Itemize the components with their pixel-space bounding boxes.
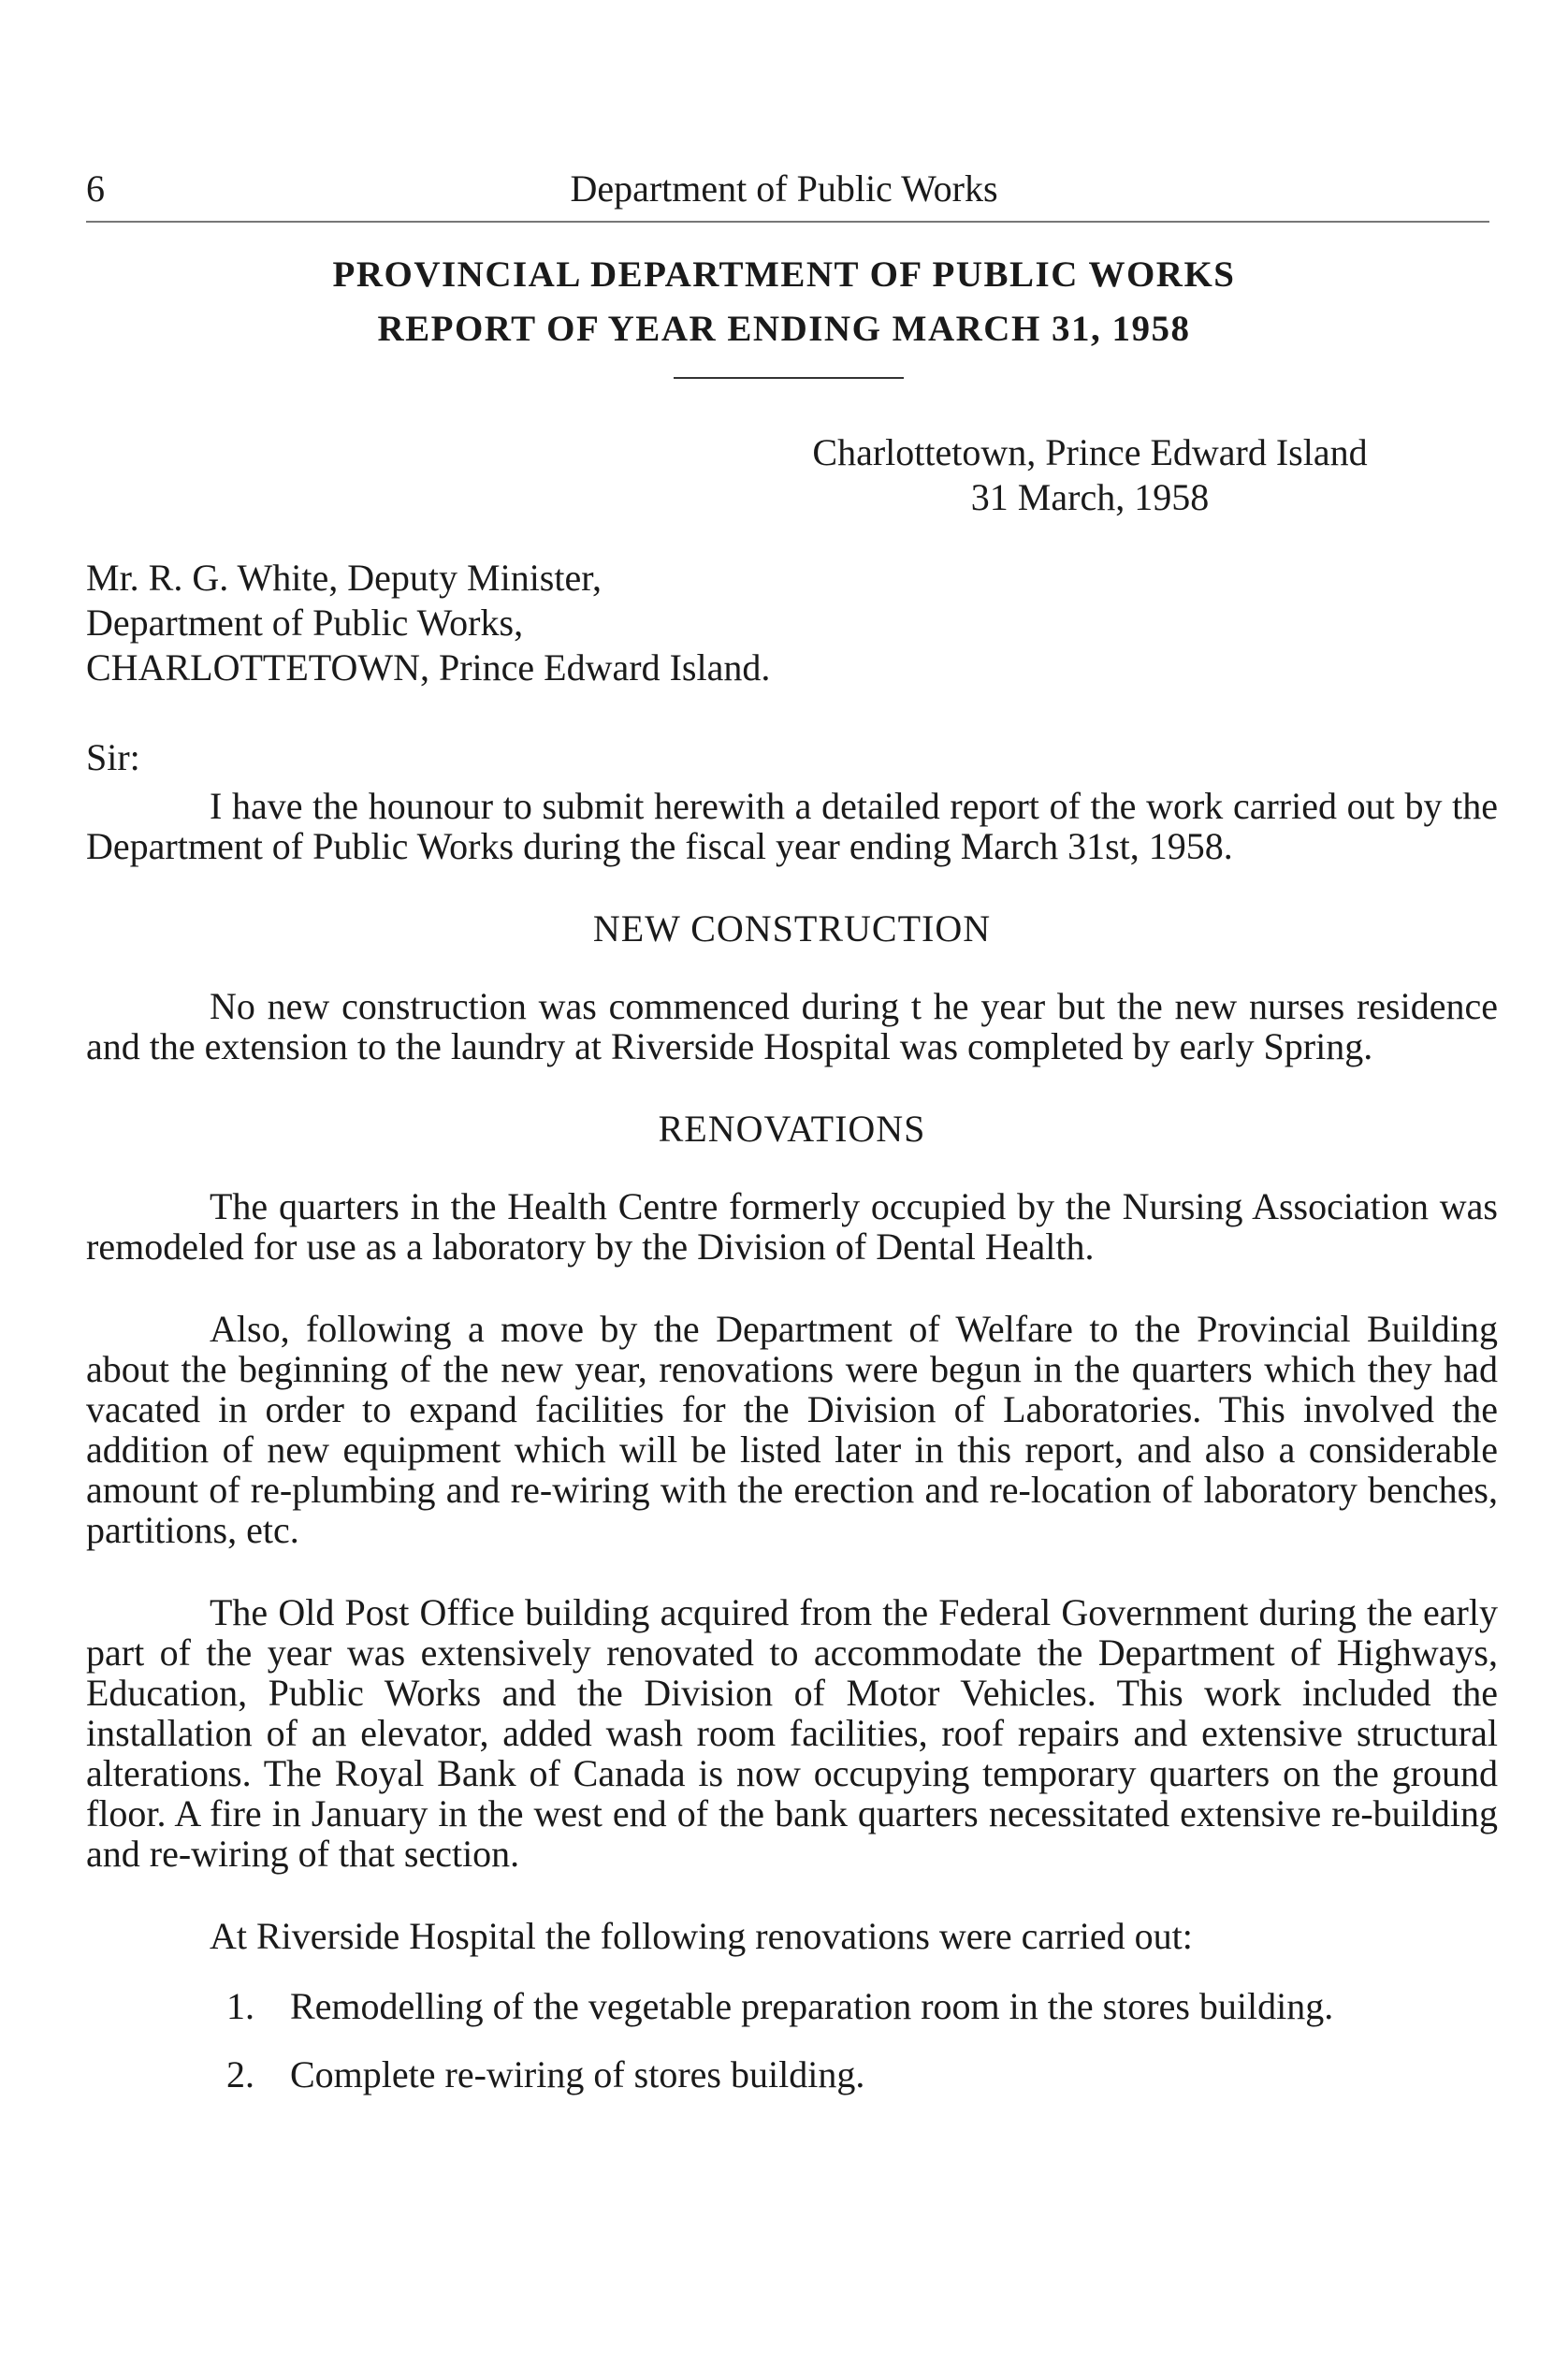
letter-place: Charlottetown, Prince Edward Island (812, 431, 1368, 473)
paragraph: Also, following a move by the Department of Welfare to the Provincial Building about the beginning of the new year, renovations were begun in the quarters which they had vacated in order to expand facilities for the Division of Laboratories. This involved the addition of new equipment which will be listed later in this report, and also a considerable amount of re-plumbing and re-wiring with the erection and re-location of laboratory benches, partitions, etc. (86, 1308, 1498, 1551)
list-item-text: Remodelling of the vegetable preparation room in the stores building. (290, 1985, 1334, 2027)
report-title-line-1: PROVINCIAL DEPARTMENT OF PUBLIC WORKS (332, 254, 1236, 295)
addressee-block (86, 556, 770, 690)
salutation: Sir: (86, 736, 140, 778)
paragraph: The quarters in the Health Centre formerly occupied by the Nursing Association was remodeled for use as a laboratory by the Division of Dental Health. (86, 1185, 1498, 1268)
running-title: Department of Public Works (570, 167, 998, 210)
section-heading-renovations: RENOVATIONS (658, 1108, 926, 1150)
header-rule (86, 221, 1489, 223)
page-number: 6 (86, 167, 105, 210)
report-title-line-2: REPORT OF YEAR ENDING MARCH 31, 1958 (377, 309, 1191, 349)
section-heading-new-construction: NEW CONSTRUCTION (592, 907, 992, 950)
report-title (0, 248, 1568, 356)
paragraph: The Old Post Office building acquired from the Federal Government during the early part of the year was extensively renovated to accommodate the Department of Highways, Education, Public Works and the Division of Motor Vehicles. This work included the installation of an elevator, added wash room facilities, roof repairs and extensive structural alterations. The Royal Bank of Canada is now occupying temporary quarters on the ground floor. A fire in January in the west end of the bank quarters necessitated extensive re-building and re-wiring of that section. (86, 1591, 1498, 1875)
intro-paragraph: I have the hounour to submit herewith a detailed report of the work carried out by the Department of Public Works during the fiscal year ending March 31st, 1958. (86, 785, 1498, 867)
addressee-line: CHARLOTTETOWN, Prince Edward Island. (86, 646, 771, 689)
report-body (86, 786, 1498, 2123)
addressee-line: Department of Public Works, (86, 602, 524, 644)
list-item (86, 1986, 1498, 2026)
addressee-line: Mr. R. G. White, Deputy Minister, (86, 557, 602, 599)
letter-date: 31 March, 1958 (970, 476, 1210, 518)
list-intro: At Riverside Hospital the following renovations were carried out: (210, 1915, 1193, 1957)
list-item-number: 1. (226, 1985, 254, 2027)
list-item-text: Complete re-wiring of stores building. (290, 2053, 865, 2095)
paragraph: No new construction was commenced during t he year but the new nurses residence and the extension to the laundry at Riverside Hospital was completed by early Spring. (86, 985, 1498, 1067)
place-date (730, 430, 1450, 520)
list-item-number: 2. (226, 2053, 254, 2095)
list-item (86, 2054, 1498, 2095)
running-header (86, 167, 1482, 213)
title-rule (674, 377, 904, 379)
